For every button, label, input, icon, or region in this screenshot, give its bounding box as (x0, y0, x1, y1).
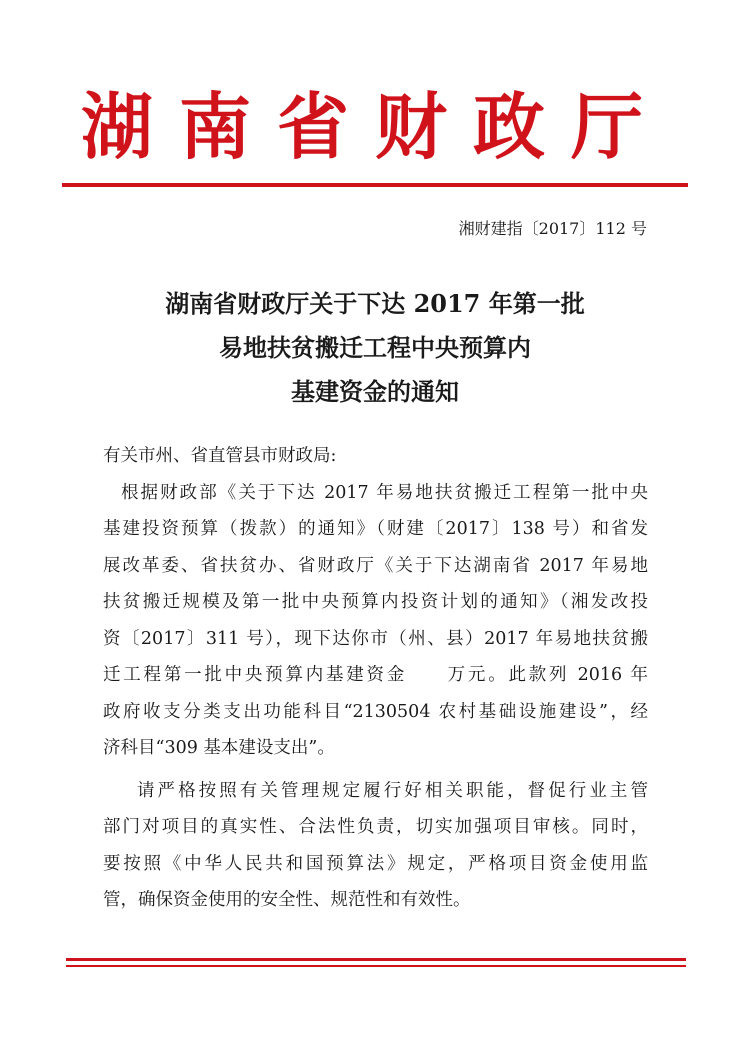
letterhead-divider (62, 183, 688, 187)
document-number: 湘财建指〔2017〕112 号 (458, 219, 647, 238)
paragraph-line: 扶贫搬迁规模及第一批中央预算内投资计划的通知》（湘发改投 (103, 592, 648, 612)
title-line: 基建资金的通知 (291, 377, 459, 406)
paragraph-line: 基建投资预算（拨款）的通知》（财建〔2017〕138 号）和省发 (103, 519, 648, 539)
paragraph-line: 根据财政部《关于下达 2017 年易地扶贫搬迁工程第一批中央 (121, 482, 648, 503)
letterhead-org-name: 湖南省财政厅 (80, 84, 669, 169)
paragraph-line: 济科目“309 基本建设支出”。 (103, 738, 335, 758)
salutation: 有关市州、省直管县市财政局: (103, 446, 337, 466)
paragraph-1 (103, 475, 648, 767)
paragraph-line: 请严格按照有关管理规定履行好相关职能，督促行业主管 (137, 780, 648, 801)
document-body (103, 438, 648, 919)
document-title (80, 282, 670, 414)
paragraph-line: 迁工程第一批中央预算内基建资金 万元。此款列 2016 年 (103, 665, 648, 685)
paragraph-line: 要按照《中华人民共和国预算法》规定，严格项目资金使用监 (103, 853, 648, 874)
paragraph-line: 展改革委、省扶贫办、省财政厅《关于下达湖南省 2017 年易地 (103, 555, 648, 576)
title-line: 湖南省财政厅关于下达 2017 年第一批 (165, 289, 585, 318)
footer-divider-thick (66, 958, 686, 961)
paragraph-2 (103, 773, 648, 919)
paragraph-line: 政府收支分类支出功能科目“2130504 农村基础设施建设”，经 (103, 701, 648, 722)
paragraph-line: 资〔2017〕311 号），现下达你市（州、县）2017 年易地扶贫搬 (103, 628, 648, 649)
title-line: 易地扶贫搬迁工程中央预算内 (219, 333, 531, 362)
paragraph-line: 管，确保资金使用的安全性、规范性和有效性。 (103, 890, 471, 910)
footer-divider-thin (66, 965, 686, 967)
paragraph-line: 部门对项目的真实性、合法性负责，切实加强项目审核。同时， (103, 817, 648, 837)
